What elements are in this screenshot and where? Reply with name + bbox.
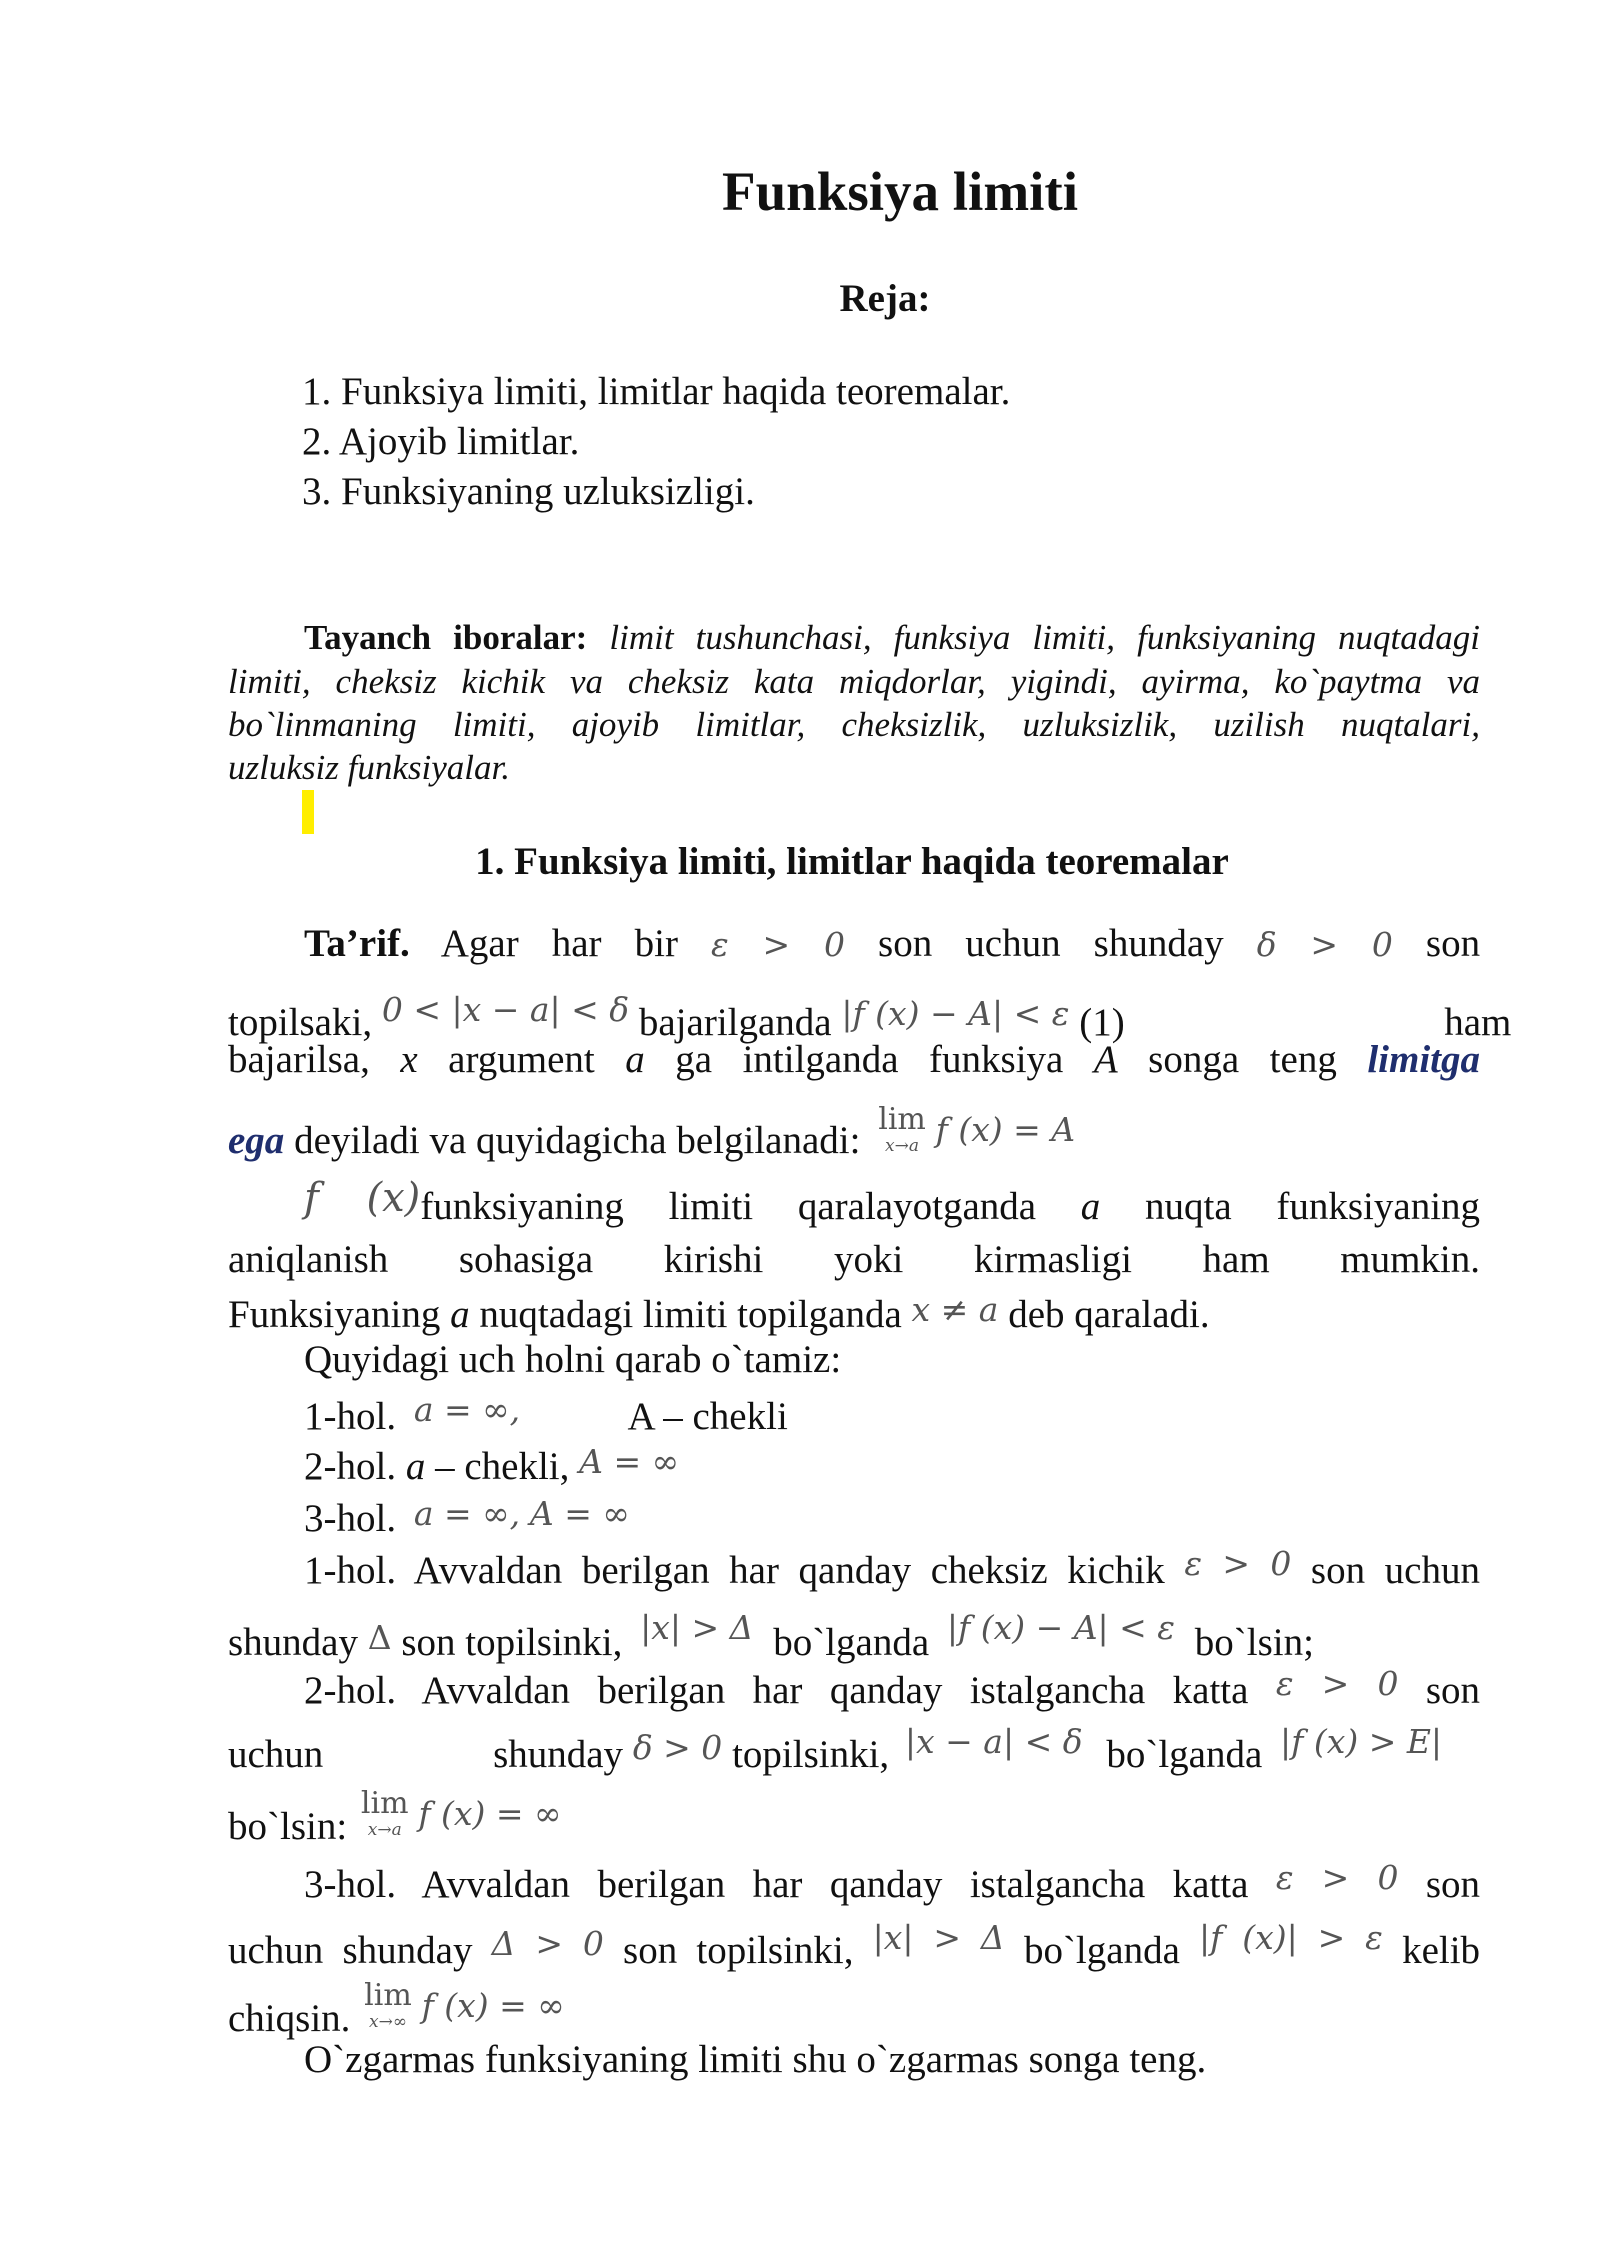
def-label: Ta’rif. xyxy=(304,922,410,965)
math-fx-eq-inf: f (x) = ∞ xyxy=(418,1794,562,1833)
word: limiti xyxy=(668,1185,754,1228)
math-A-eq-inf: A = ∞ xyxy=(579,1442,680,1481)
math-abs-fx-A-lt-eps: |f (x) − A| < ε xyxy=(946,1608,1176,1647)
word: bo`lganda xyxy=(1106,1733,1263,1776)
word: shunday xyxy=(493,1733,624,1776)
word: son topilsinki, xyxy=(401,1621,623,1664)
word: yoki xyxy=(833,1238,904,1281)
math-delta-gt-0: δ > 0 xyxy=(632,1728,723,1767)
word: nuqta xyxy=(1145,1185,1232,1228)
fx-line-3 xyxy=(228,1286,1210,1339)
word: deb qaraladi. xyxy=(1008,1293,1210,1336)
case-3 xyxy=(304,1490,630,1543)
keywords-line-1 xyxy=(228,616,1480,660)
word: son xyxy=(1425,1669,1481,1712)
word: topilsaki, xyxy=(228,1001,373,1044)
word: har xyxy=(752,1669,803,1712)
lim-word: lim xyxy=(878,1102,926,1137)
word: kirmasligi xyxy=(973,1238,1132,1281)
plan-item-2: 2. Ajoyib limitlar. xyxy=(302,420,580,463)
page-title: Funksiya limiti xyxy=(721,161,1079,222)
word: topilsinki, xyxy=(732,1733,890,1776)
word: istalgancha xyxy=(969,1863,1146,1906)
word: Avvaldan berilgan har qanday cheksiz kichik xyxy=(413,1549,1165,1592)
def-line-1 xyxy=(228,920,1480,969)
word: bo`lganda xyxy=(1023,1929,1180,1972)
math-abs-x-gt-Delta: |x| > Δ xyxy=(872,1918,1005,1957)
word: ham xyxy=(1202,1238,1270,1281)
lim-x-to-a xyxy=(360,1786,409,1843)
word: Funksiyaning xyxy=(228,1293,441,1336)
case2-detail-3 xyxy=(228,1786,562,1851)
case-label: 1-hol. xyxy=(304,1395,397,1438)
word: Agar xyxy=(440,922,519,965)
word: qanday xyxy=(829,1863,943,1906)
def-line-3 xyxy=(228,1036,1480,1084)
plan-heading: Reja: xyxy=(839,277,931,320)
word: son xyxy=(1425,922,1481,965)
word: teng xyxy=(1269,1038,1337,1081)
word: son uchun xyxy=(1310,1549,1480,1592)
word: uchun xyxy=(965,922,1061,965)
math-abs-x-gt-Delta: |x| > Δ xyxy=(640,1608,754,1647)
case2-detail-2 xyxy=(228,1718,1442,1779)
word: bo`lsin; xyxy=(1194,1621,1314,1664)
word: bir xyxy=(634,922,678,965)
word: shunday xyxy=(342,1929,473,1972)
case3-detail-3 xyxy=(228,1978,565,2043)
math-fx-eq-A: f (x) = A xyxy=(935,1110,1076,1149)
case3-detail-1 xyxy=(228,1854,1480,1909)
math-A-eq-inf: A = ∞ xyxy=(529,1494,630,1533)
keywords-line-2: limiti, cheksiz kichik va cheksiz kata miqdorlar, yigindi, ayirma, ko`paytma va xyxy=(228,662,1480,701)
fx-line-1 xyxy=(228,1174,1480,1231)
word: songa xyxy=(1148,1038,1240,1081)
word: chiqsin. xyxy=(228,1997,351,2040)
math-fx-eq-inf: f (x) = ∞ xyxy=(421,1986,565,2025)
var-a: a xyxy=(450,1293,470,1336)
lim-x-to-inf xyxy=(364,1978,412,2035)
word: bajarilsa, xyxy=(228,1038,370,1081)
word: uchun xyxy=(228,1929,324,1972)
math-delta-gt-0: δ > 0 xyxy=(1256,925,1393,964)
fx-line-2 xyxy=(228,1236,1480,1284)
word: A – chekli xyxy=(627,1395,788,1438)
word: katta xyxy=(1172,1863,1249,1906)
word: aniqlanish xyxy=(228,1238,389,1281)
math-abs-x-a-lt-delta: 0 < |x − a| < δ xyxy=(381,990,630,1029)
var-A: A xyxy=(1093,1038,1118,1081)
word: har xyxy=(752,1863,803,1906)
case1-detail-2 xyxy=(228,1604,1314,1667)
var-a: a xyxy=(1080,1185,1101,1228)
case-2 xyxy=(304,1438,679,1491)
math-fx: f (x) xyxy=(304,1175,421,1221)
math-a-eq-inf: a = ∞, xyxy=(413,1390,521,1429)
case-1 xyxy=(304,1386,788,1441)
word: nuqtadagi limiti topilganda xyxy=(479,1293,902,1336)
equation-number: (1) xyxy=(1079,1001,1125,1044)
word: har xyxy=(551,922,602,965)
highlight-marker xyxy=(302,790,314,834)
plan-item-3: 3. Funksiyaning uzluksizligi. xyxy=(302,470,755,513)
case-label: 2-hol. xyxy=(304,1445,397,1488)
math-a-eq-inf: a = ∞, xyxy=(413,1494,521,1533)
word: kelib xyxy=(1402,1929,1481,1972)
word: son xyxy=(623,1929,678,1972)
math-eps-gt-0: ε > 0 xyxy=(1275,1858,1399,1897)
math-eps-gt-0: ε > 0 xyxy=(711,925,845,964)
word: bo`lsin: xyxy=(228,1805,348,1848)
term-ega: ega xyxy=(228,1119,285,1162)
keywords-line-3: bo`linmaning limiti, ajoyib limitlar, cheksizlik, uzluksizlik, uzilish nuqtalari, xyxy=(228,705,1480,744)
lim-x-to-a xyxy=(878,1102,926,1159)
lim-word: lim xyxy=(360,1786,409,1821)
lim-word: lim xyxy=(364,1978,412,2013)
var-x: x xyxy=(400,1038,418,1081)
keywords-label: Tayanch iboralar: xyxy=(304,618,588,657)
word: bo`lganda xyxy=(773,1621,930,1664)
math-eps-gt-0: ε > 0 xyxy=(1184,1544,1292,1583)
word: son xyxy=(878,922,933,965)
word: mumkin. xyxy=(1340,1238,1480,1281)
case-label: 2-hol. xyxy=(304,1669,397,1712)
lim-sub: x→a xyxy=(367,1820,402,1840)
word: funksiya xyxy=(929,1038,1064,1081)
math-delta-cap: Δ xyxy=(367,1618,392,1657)
word: bajarilganda xyxy=(638,1001,832,1044)
word: shunday xyxy=(228,1621,358,1664)
case-label: 3-hol. xyxy=(304,1863,397,1906)
word: berilgan xyxy=(597,1863,726,1906)
word: katta xyxy=(1172,1669,1249,1712)
keywords-text: limit tushunchasi, funksiya limiti, funksiyaning nuqtadagi xyxy=(609,618,1480,657)
math-abs-x-a-lt-delta: |x − a| < δ xyxy=(904,1722,1083,1761)
keywords-line-4: uzluksiz funksiyalar. xyxy=(228,748,510,787)
lim-sub: x→a xyxy=(885,1136,920,1156)
word: uchun xyxy=(228,1733,324,1776)
constant-limit-statement: O`zgarmas funksiyaning limiti shu o`zgarmas songa teng. xyxy=(304,2038,1207,2081)
word: kirishi xyxy=(663,1238,764,1281)
word: ga xyxy=(675,1038,713,1081)
word: Avvaldan xyxy=(421,1669,571,1712)
word: qaralayotganda xyxy=(797,1185,1037,1228)
lim-sub: x→∞ xyxy=(368,2012,407,2032)
plan-item-1: 1. Funksiya limiti, limitlar haqida teoremalar. xyxy=(302,370,1011,413)
math-x-neq-a: x ≠ a xyxy=(911,1290,999,1329)
math-Delta-gt-0: Δ > 0 xyxy=(491,1924,604,1963)
word: funksiyaning xyxy=(1276,1185,1481,1228)
word: son xyxy=(1425,1863,1481,1906)
case-label: 1-hol. xyxy=(304,1549,397,1592)
section1-heading: 1. Funksiya limiti, limitlar haqida teoremalar xyxy=(475,840,1229,883)
case2-detail-1 xyxy=(228,1660,1480,1715)
def-line-4 xyxy=(228,1102,1076,1165)
math-abs-fx-gt-eps: |f (x)| > ε xyxy=(1199,1918,1383,1957)
case-label: 3-hol. xyxy=(304,1497,397,1540)
word: sohasiga xyxy=(458,1238,594,1281)
case1-detail-1 xyxy=(228,1540,1480,1595)
word: funksiyaning xyxy=(420,1185,624,1228)
word: ham xyxy=(1444,1001,1512,1044)
math-eps-gt-0: ε > 0 xyxy=(1275,1664,1399,1703)
word: intilganda xyxy=(742,1038,899,1081)
word: topilsinki, xyxy=(696,1929,854,1972)
math-abs-fx-A-lt-eps: |f (x) − A| < ε xyxy=(841,994,1070,1033)
var-a: a xyxy=(625,1038,645,1081)
word: shunday xyxy=(1093,922,1224,965)
cases-intro: Quyidagi uch holni qarab o`tamiz: xyxy=(304,1338,842,1381)
math-abs-fx-gt-E: |f (x) > E| xyxy=(1280,1722,1443,1761)
word: argument xyxy=(448,1038,595,1081)
word: qanday xyxy=(829,1669,943,1712)
word: deyiladi va quyidagicha belgilanadi: xyxy=(294,1119,861,1162)
case3-detail-2 xyxy=(228,1914,1480,1975)
var-a: a xyxy=(405,1445,426,1488)
term-limitga: limitga xyxy=(1367,1038,1481,1081)
word: Avvaldan xyxy=(421,1863,571,1906)
word: berilgan xyxy=(597,1669,726,1712)
word: istalgancha xyxy=(969,1669,1146,1712)
word: – chekli, xyxy=(435,1445,570,1488)
